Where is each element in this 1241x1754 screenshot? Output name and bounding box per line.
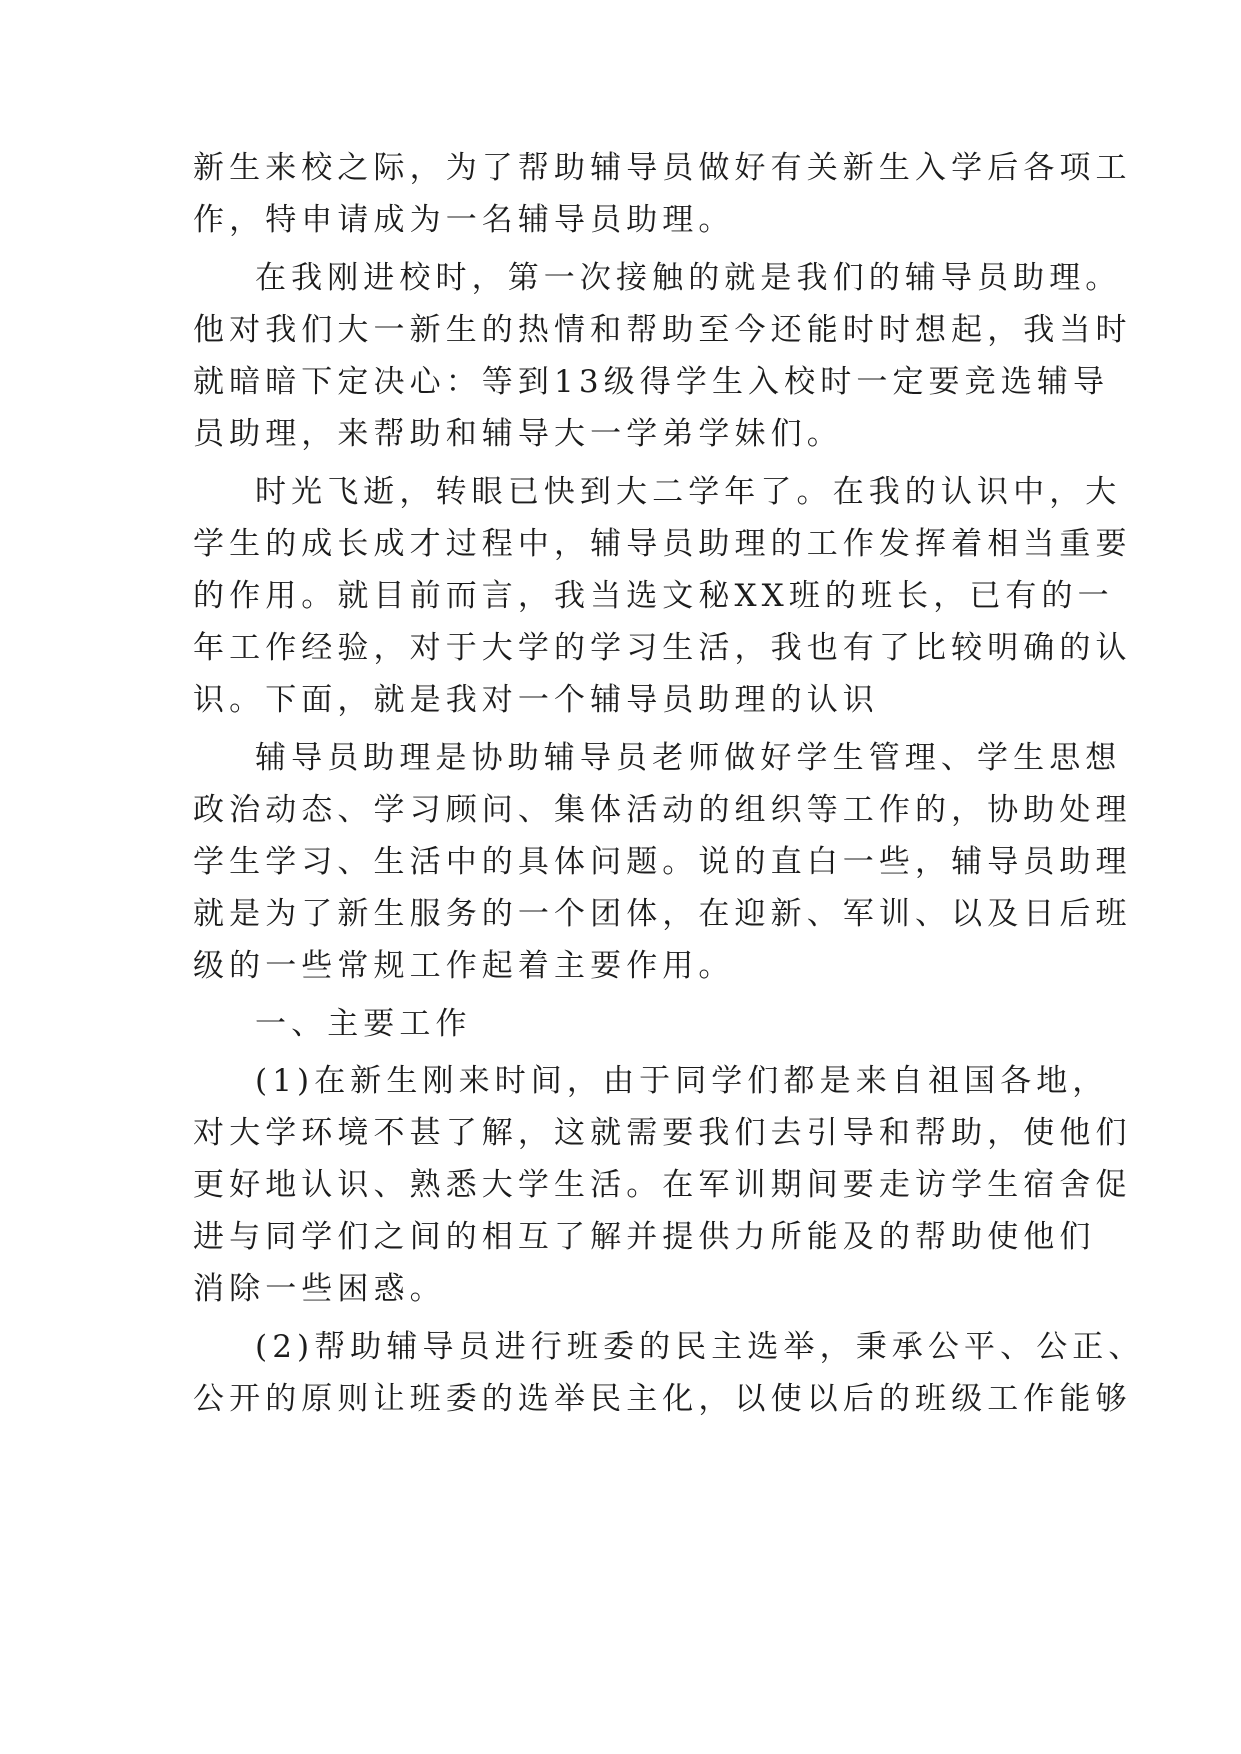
paragraph-3-line-4: 年工作经验，对于大学的学习生活，我也有了比较明确的认 [193,630,1132,666]
paragraph-2-line-3: 就暗暗下定决心：等到13级得学生入校时一定要竞选辅导 [193,364,1110,400]
item-1-line-1: (1)在新生刚来时间，由于同学们都是来自祖国各地， [255,1063,1109,1099]
paragraph-4-line-4: 就是为了新生服务的一个团体，在迎新、军训、以及日后班 [193,896,1132,932]
item-1-line-2: 对大学环境不甚了解，这就需要我们去引导和帮助，使他们 [193,1115,1132,1151]
paragraph-3-line-2: 学生的成长成才过程中，辅导员助理的工作发挥着相当重要 [193,526,1132,562]
item-1-line-5: 消除一些困惑。 [193,1271,446,1307]
text-line-1: 新生来校之际，为了帮助辅导员做好有关新生入学后各项工 [193,150,1132,186]
paragraph-3-line-3: 的作用。就目前而言，我当选文秘XX班的班长，已有的一 [193,578,1114,614]
paragraph-4-line-1: 辅导员助理是协助辅导员老师做好学生管理、学生思想 [255,740,1122,776]
item-1-line-4: 进与同学们之间的相互了解并提供力所能及的帮助使他们 [193,1219,1096,1255]
section-heading: 一、主要工作 [255,1006,472,1042]
paragraph-2-line-4: 员助理，来帮助和辅导大一学弟学妹们。 [193,416,843,452]
item-1-line-3: 更好地认识、熟悉大学生活。在军训期间要走访学生宿舍促 [193,1167,1132,1203]
paragraph-2-line-2: 他对我们大一新生的热情和帮助至今还能时时想起，我当时 [193,312,1132,348]
paragraph-4-line-3: 学生学习、生活中的具体问题。说的直白一些，辅导员助理 [193,844,1132,880]
item-2-line-2: 公开的原则让班委的选举民主化，以使以后的班级工作能够 [193,1381,1132,1417]
paragraph-2-line-1: 在我刚进校时，第一次接触的就是我们的辅导员助理。 [255,260,1122,296]
paragraph-3-line-5: 识。下面，就是我对一个辅导员助理的认识 [193,682,879,718]
text-line-2: 作，特申请成为一名辅导员助理。 [193,202,735,238]
paragraph-3-line-1: 时光飞逝，转眼已快到大二学年了。在我的认识中，大 [255,474,1122,510]
paragraph-4-line-5: 级的一些常规工作起着主要作用。 [193,948,735,984]
paragraph-4-line-2: 政治动态、学习顾问、集体活动的组织等工作的，协助处理 [193,792,1132,828]
item-2-line-1: (2)帮助辅导员进行班委的民主选举，秉承公平、公正、 [255,1329,1145,1365]
